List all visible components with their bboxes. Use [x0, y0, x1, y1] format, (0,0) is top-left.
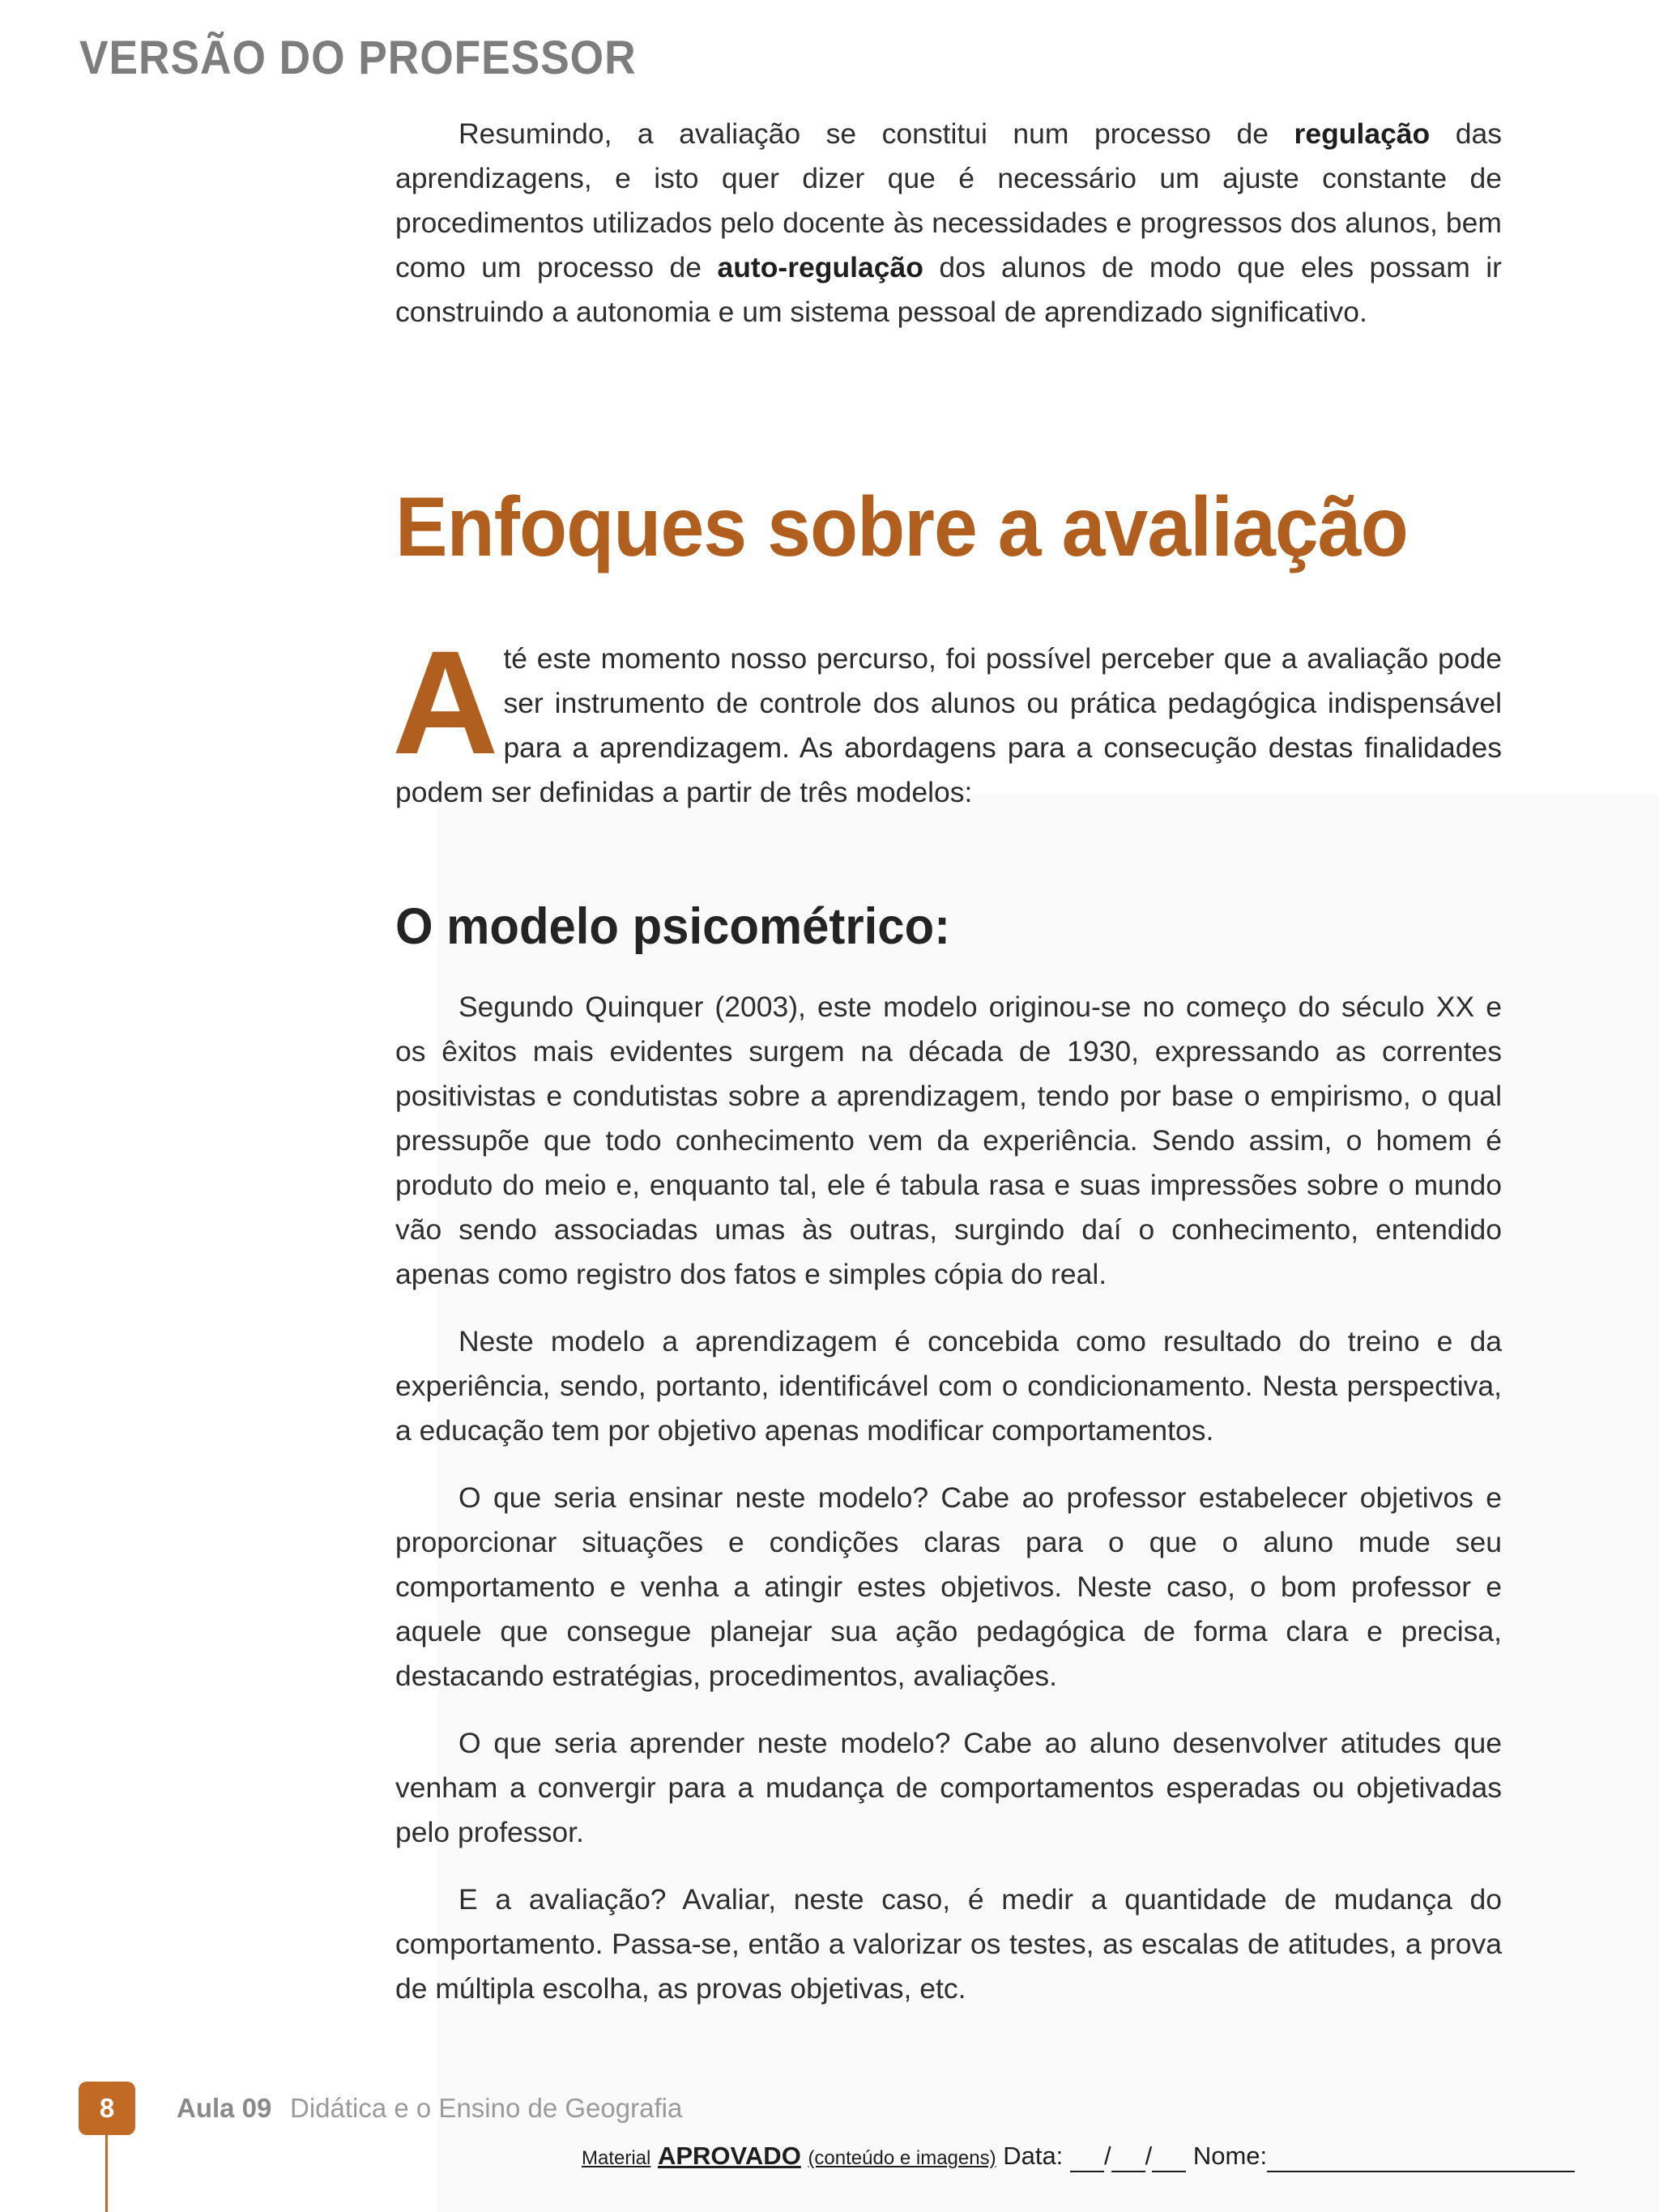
stamp-aprovado: APROVADO — [657, 2142, 801, 2170]
stamp-name-blank — [1267, 2142, 1575, 2172]
psicometrico-body — [395, 985, 1502, 2034]
body-paragraph: E a avaliação? Avaliar, neste caso, é medir a quantidade de mudança do comportamento. Passa-se, então a valorizar os testes, as escalas de atitudes, a prova de múltipla escolha, as provas objetivas, etc. — [395, 1883, 1502, 2005]
stamp-nome-label: Nome: — [1192, 2142, 1268, 2170]
body-paragraph: O que seria aprender neste modelo? Cabe ao aluno desenvolver atitudes que venham a convergir para a mudança de comportamentos esperadas ou objetivadas pelo professor. — [395, 1727, 1502, 1848]
lead-block — [392, 620, 1502, 815]
intro-block — [395, 112, 1502, 335]
footer-vertical-rule — [105, 2122, 108, 2212]
lead-paragraph: té este momento nosso percurso, foi possível perceber que a avaliação pode ser instrumento de controle dos alunos ou prática pedagógica indispensável para a aprendizagem. As abordagens para a consecução destas finalidades podem ser definidas a partir de três modelos: — [395, 642, 1502, 808]
stamp-slash-1: / — [1103, 2142, 1111, 2170]
page-number-badge: 8 — [79, 2082, 135, 2135]
body-paragraph: Neste modelo a aprendizagem é concebida como resultado do treino e da experiência, sendo, portanto, identificável com o condicionamento. Nesta perspectiva, a educação tem por objetivo apenas modificar comportamentos. — [395, 1325, 1502, 1447]
version-header: VERSÃO DO PROFESSOR — [79, 32, 637, 84]
intro-bold-auto-regulacao: auto-regulação — [717, 251, 923, 283]
stamp-material: Material — [582, 2147, 651, 2169]
body-paragraph: O que seria ensinar neste modelo? Cabe ao professor estabelecer objetivos e proporcionar situações e condições claras para o que o aluno mude seu comportamento e venha a atingir estes objetivos. Neste caso, o bom professor e aquele que consegue planejar sua ação pedagógica de forma clara e precisa, destacando estratégias, procedimentos, avaliações. — [395, 1481, 1502, 1692]
drop-cap: A — [392, 620, 499, 785]
stamp-data-label: Data: — [1003, 2142, 1064, 2170]
approval-stamp — [582, 2142, 1575, 2172]
intro-text-1: Resumindo, a avaliação se constitui num processo de — [458, 117, 1294, 150]
stamp-conteudo: (conteúdo e imagens) — [808, 2147, 996, 2169]
body-paragraph: Segundo Quinquer (2003), este modelo originou-se no começo do século XX e os êxitos mais evidentes surgem na década de 1930, expressando as correntes positivistas e condutistas sobre a aprendizagem, tendo por base o empirismo, o qual pressupõe que todo conhecimento vem da experiência. Sendo assim, o homem é produto do meio e, enquanto tal, ele é tabula rasa e suas impressões sobre o mundo vão sendo associadas umas às outras, surgindo daí o conhecimento, entendido apenas como registro dos fatos e simples cópia do real. — [395, 991, 1502, 1290]
intro-bold-regulacao: regulação — [1294, 117, 1431, 150]
footer-course-title: Didática e o Ensino de Geografia — [290, 2093, 683, 2123]
section-title-enfoques: Enfoques sobre a avaliação — [395, 480, 1408, 574]
stamp-date-year-blank — [1152, 2142, 1186, 2172]
section-title-psicometrico: O modelo psicométrico: — [395, 898, 951, 955]
stamp-slash-2: / — [1145, 2142, 1153, 2170]
stamp-date-day-blank — [1070, 2142, 1104, 2172]
intro-text-3: dos alunos de modo que eles possam ir construindo a autonomia e um sistema pessoal de aprendizado significativo. — [395, 251, 1503, 328]
stamp-date-month-blank — [1111, 2142, 1145, 2172]
footer-lesson: Aula 09 — [177, 2093, 272, 2123]
intro-paragraph — [395, 112, 1502, 335]
intro-text-2: das aprendizagens, e isto quer dizer que é necessário um ajuste constante de procedimentos utilizados pelo docente às necessidades e progressos dos alunos, bem como um processo de — [395, 117, 1502, 283]
